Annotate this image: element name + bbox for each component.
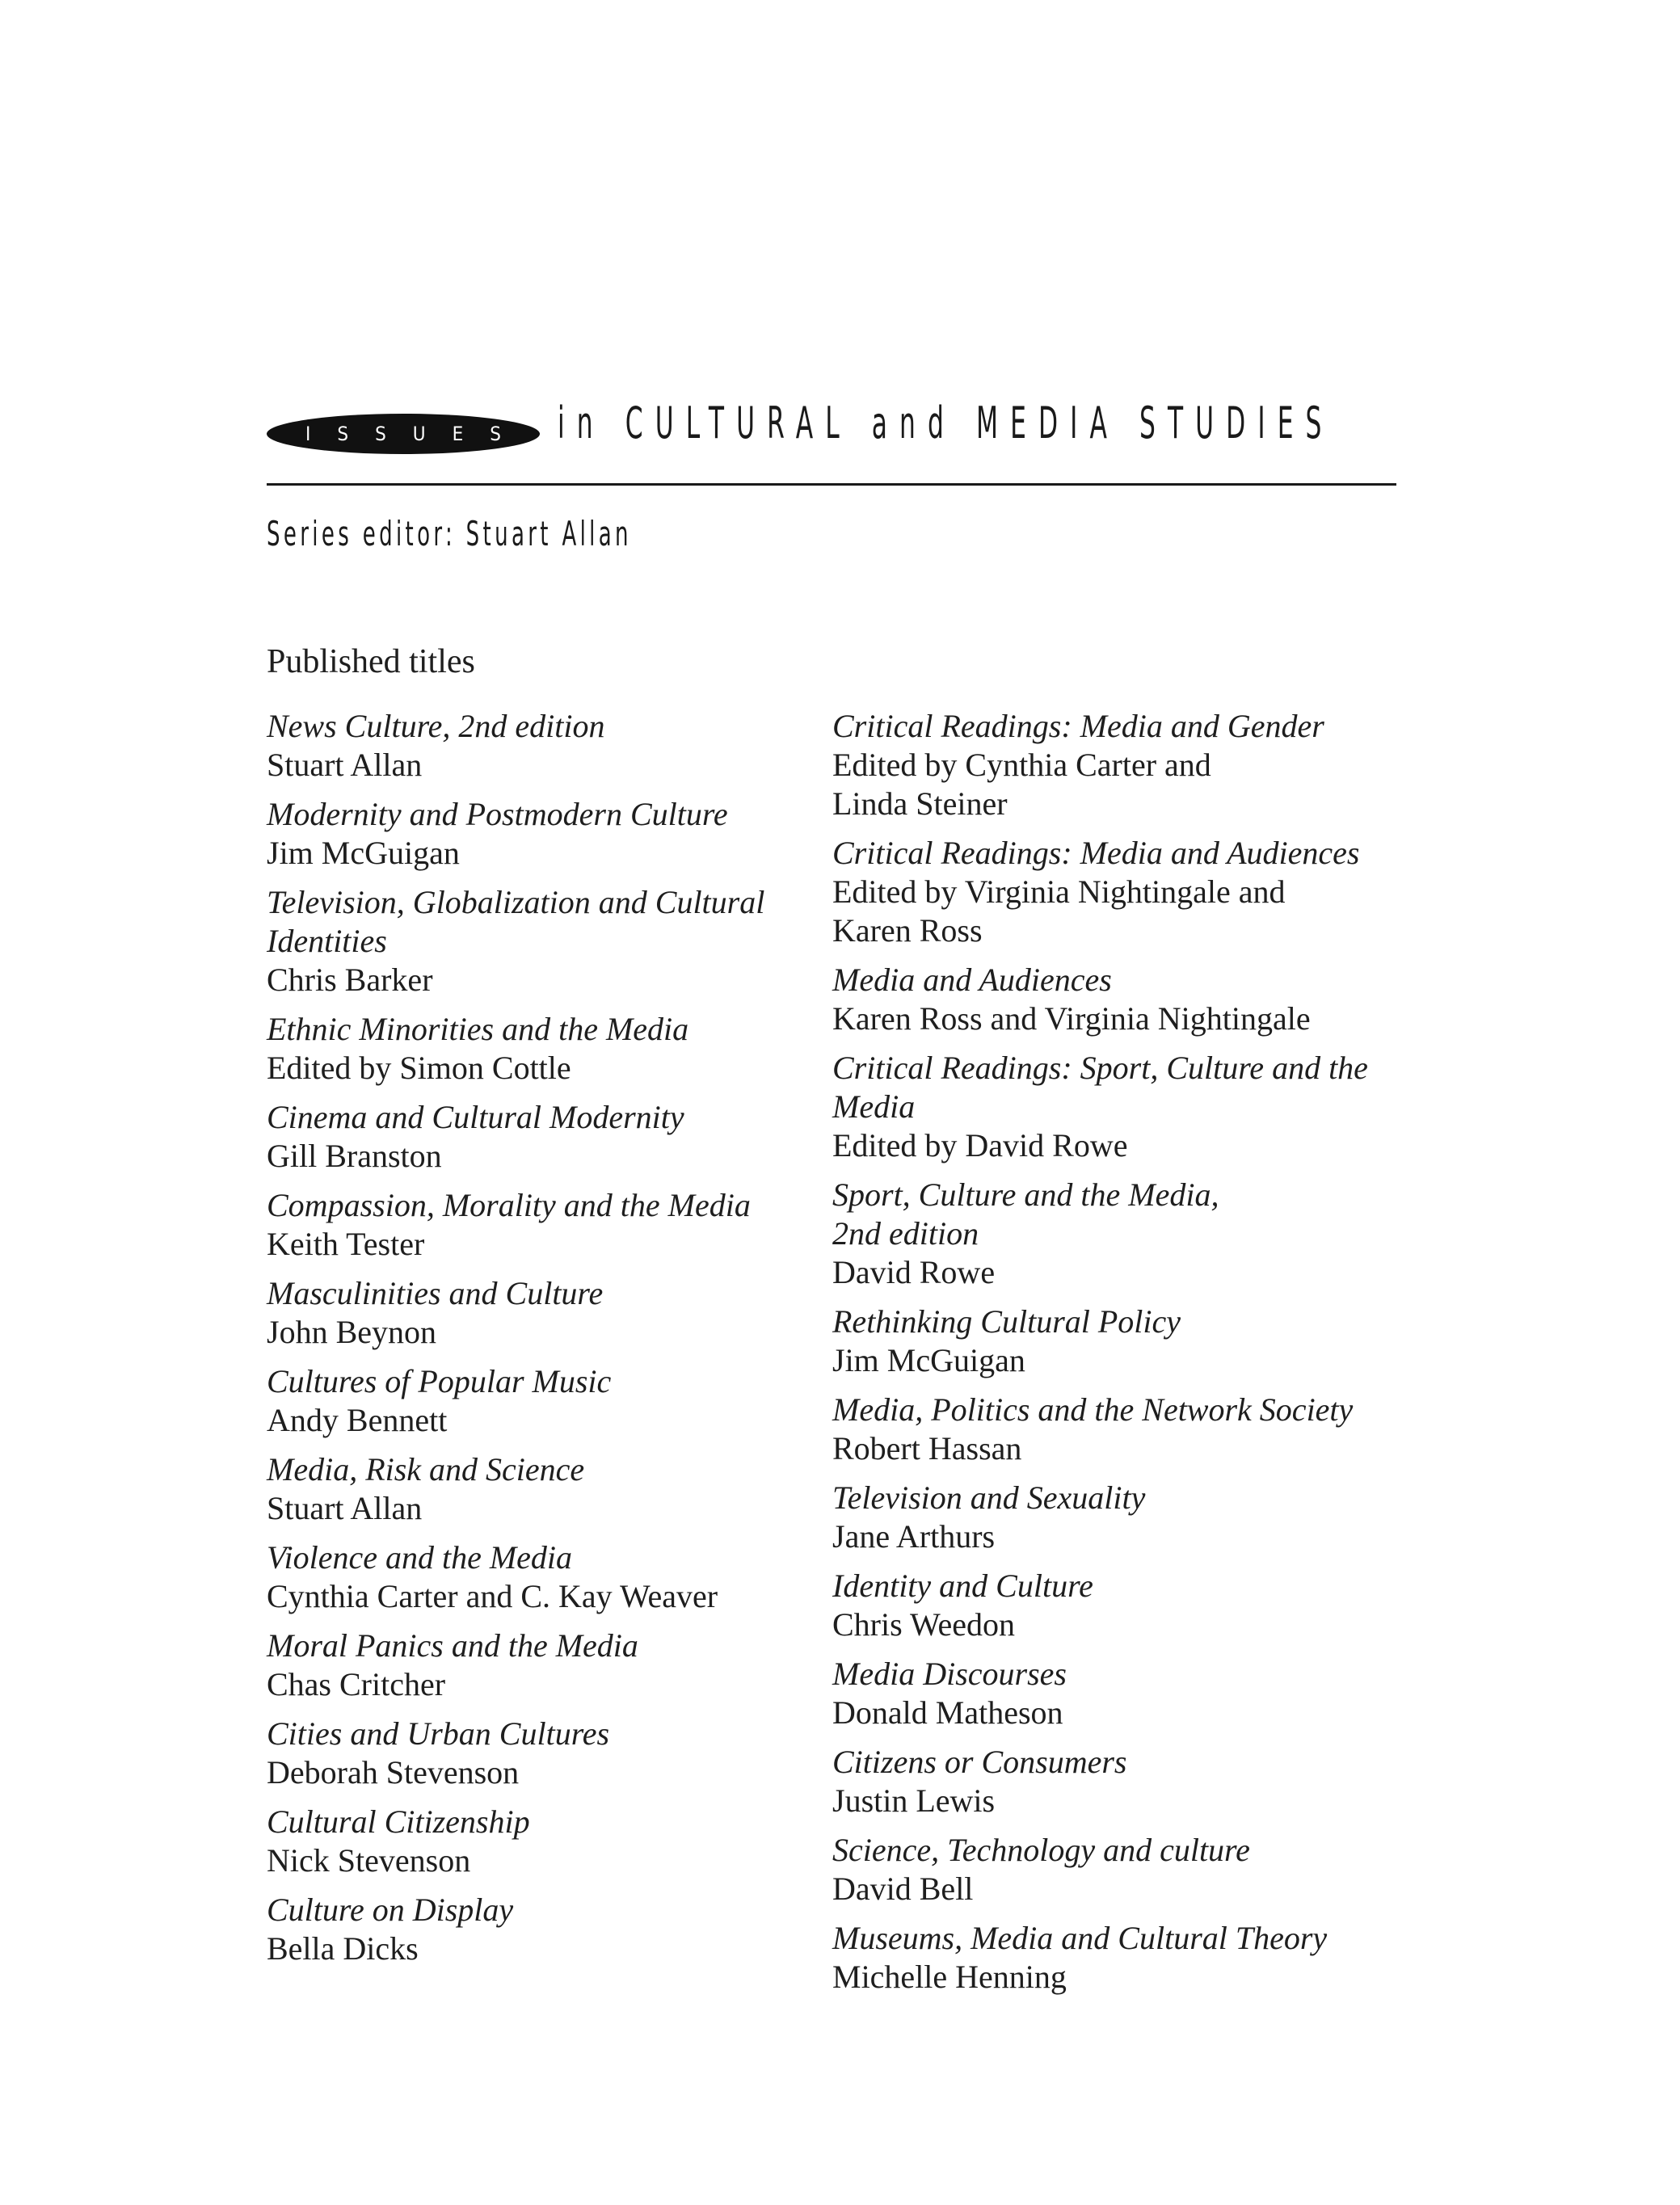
book-author: Edited by Simon Cottle [267, 1050, 571, 1086]
book-title: Television, Globalization and Cultural Identities [267, 884, 765, 959]
book-author: Stuart Allan [267, 1490, 423, 1526]
book-author: Cynthia Carter and C. Kay Weaver [267, 1578, 718, 1614]
book-title: Violence and the Media [267, 1539, 573, 1576]
book-title: Television and Sexuality [832, 1479, 1146, 1516]
title-entry [267, 1626, 832, 1704]
issues-badge [267, 414, 540, 454]
title-entry [832, 1176, 1398, 1292]
title-entry [267, 1186, 832, 1264]
book-title: Compassion, Morality and the Media [267, 1187, 751, 1223]
book-title: Science, Technology and culture [832, 1832, 1250, 1868]
book-author: Chas Critcher [267, 1666, 446, 1702]
book-author: Jane Arthurs [832, 1518, 996, 1555]
book-author: Donald Matheson [832, 1694, 1063, 1731]
book-title: Sport, Culture and the Media, 2nd edition [832, 1176, 1219, 1252]
published-titles-heading: Published titles [267, 643, 475, 680]
title-entry [832, 1919, 1398, 1997]
book-author: John Beynon [267, 1314, 436, 1350]
book-title: Media, Politics and the Network Society [832, 1391, 1354, 1428]
book-author: Justin Lewis [832, 1782, 996, 1819]
title-entry [832, 1655, 1398, 1732]
book-title: Citizens or Consumers [832, 1744, 1127, 1780]
title-entry [832, 1391, 1398, 1468]
book-title: Identity and Culture [832, 1567, 1093, 1604]
book-title: Media Discourses [832, 1656, 1067, 1692]
title-entry [267, 1803, 832, 1880]
title-entry [267, 883, 832, 999]
title-entry [832, 1831, 1398, 1908]
title-entry [267, 795, 832, 873]
book-author: Jim McGuigan [832, 1342, 1025, 1378]
title-entry [832, 1567, 1398, 1644]
book-title: Cultural Citizenship [267, 1803, 530, 1840]
book-author: Nick Stevenson [267, 1842, 471, 1879]
book-title: Critical Readings: Media and Audiences [832, 835, 1360, 871]
title-entry [267, 1538, 832, 1616]
book-author: David Rowe [832, 1254, 996, 1290]
book-title: Cultures of Popular Music [267, 1363, 612, 1399]
title-entry [267, 1715, 832, 1792]
title-entry [267, 1450, 832, 1528]
title-entry [267, 1098, 832, 1176]
book-author: Stuart Allan [267, 747, 423, 783]
book-title: Media, Risk and Science [267, 1451, 585, 1488]
book-title: News Culture, 2nd edition [267, 708, 605, 744]
book-title: Rethinking Cultural Policy [832, 1303, 1181, 1340]
title-entry [832, 961, 1398, 1038]
title-entry [267, 1891, 832, 1968]
title-entry [267, 1010, 832, 1088]
book-title: Media and Audiences [832, 962, 1112, 998]
title-entry [832, 707, 1398, 823]
title-entry [267, 1362, 832, 1440]
book-author: Karen Ross and Virginia Nightingale [832, 1000, 1311, 1037]
book-author: Bella Dicks [267, 1930, 419, 1967]
book-title: Masculinities and Culture [267, 1275, 604, 1311]
title-entry [832, 1479, 1398, 1556]
book-author: Edited by David Rowe [832, 1127, 1128, 1164]
series-banner [267, 396, 1398, 469]
titles-column-right [832, 707, 1398, 2007]
title-entry [832, 1743, 1398, 1820]
title-entry [267, 707, 832, 785]
book-title: Museums, Media and Cultural Theory [832, 1920, 1328, 1956]
book-title: Ethnic Minorities and the Media [267, 1011, 689, 1047]
banner-divider [267, 483, 1396, 486]
book-title: Culture on Display [267, 1892, 514, 1928]
book-title: Moral Panics and the Media [267, 1627, 638, 1664]
book-author: David Bell [832, 1870, 974, 1907]
titles-column-left [267, 707, 832, 1979]
book-author: Chris Weedon [832, 1606, 1016, 1643]
book-author: Michelle Henning [832, 1959, 1067, 1995]
series-editor: Series editor: Stuart Allan [267, 514, 632, 553]
book-author: Edited by Virginia Nightingale and Karen Ross [832, 873, 1286, 949]
book-author: Chris Barker [267, 962, 433, 998]
book-author: Jim McGuigan [267, 835, 460, 871]
book-title: Cinema and Cultural Modernity [267, 1099, 684, 1135]
title-entry [832, 1049, 1398, 1165]
book-author: Robert Hassan [832, 1430, 1022, 1466]
issues-badge-label: ISSUES [305, 423, 528, 445]
book-author: Deborah Stevenson [267, 1754, 520, 1791]
title-entry [832, 834, 1398, 950]
title-entry [267, 1274, 832, 1352]
book-title: Critical Readings: Media and Gender [832, 708, 1324, 744]
book-author: Andy Bennett [267, 1402, 448, 1438]
book-title: Modernity and Postmodern Culture [267, 796, 728, 832]
book-title: Critical Readings: Sport, Culture and the Media [832, 1050, 1368, 1125]
book-author: Edited by Cynthia Carter and Linda Steiner [832, 747, 1211, 822]
title-entry [832, 1302, 1398, 1380]
book-author: Gill Branston [267, 1138, 442, 1174]
book-title: Cities and Urban Cultures [267, 1715, 610, 1752]
series-title: in CULTURAL and MEDIA STUDIES [558, 398, 1334, 448]
book-author: Keith Tester [267, 1226, 425, 1262]
